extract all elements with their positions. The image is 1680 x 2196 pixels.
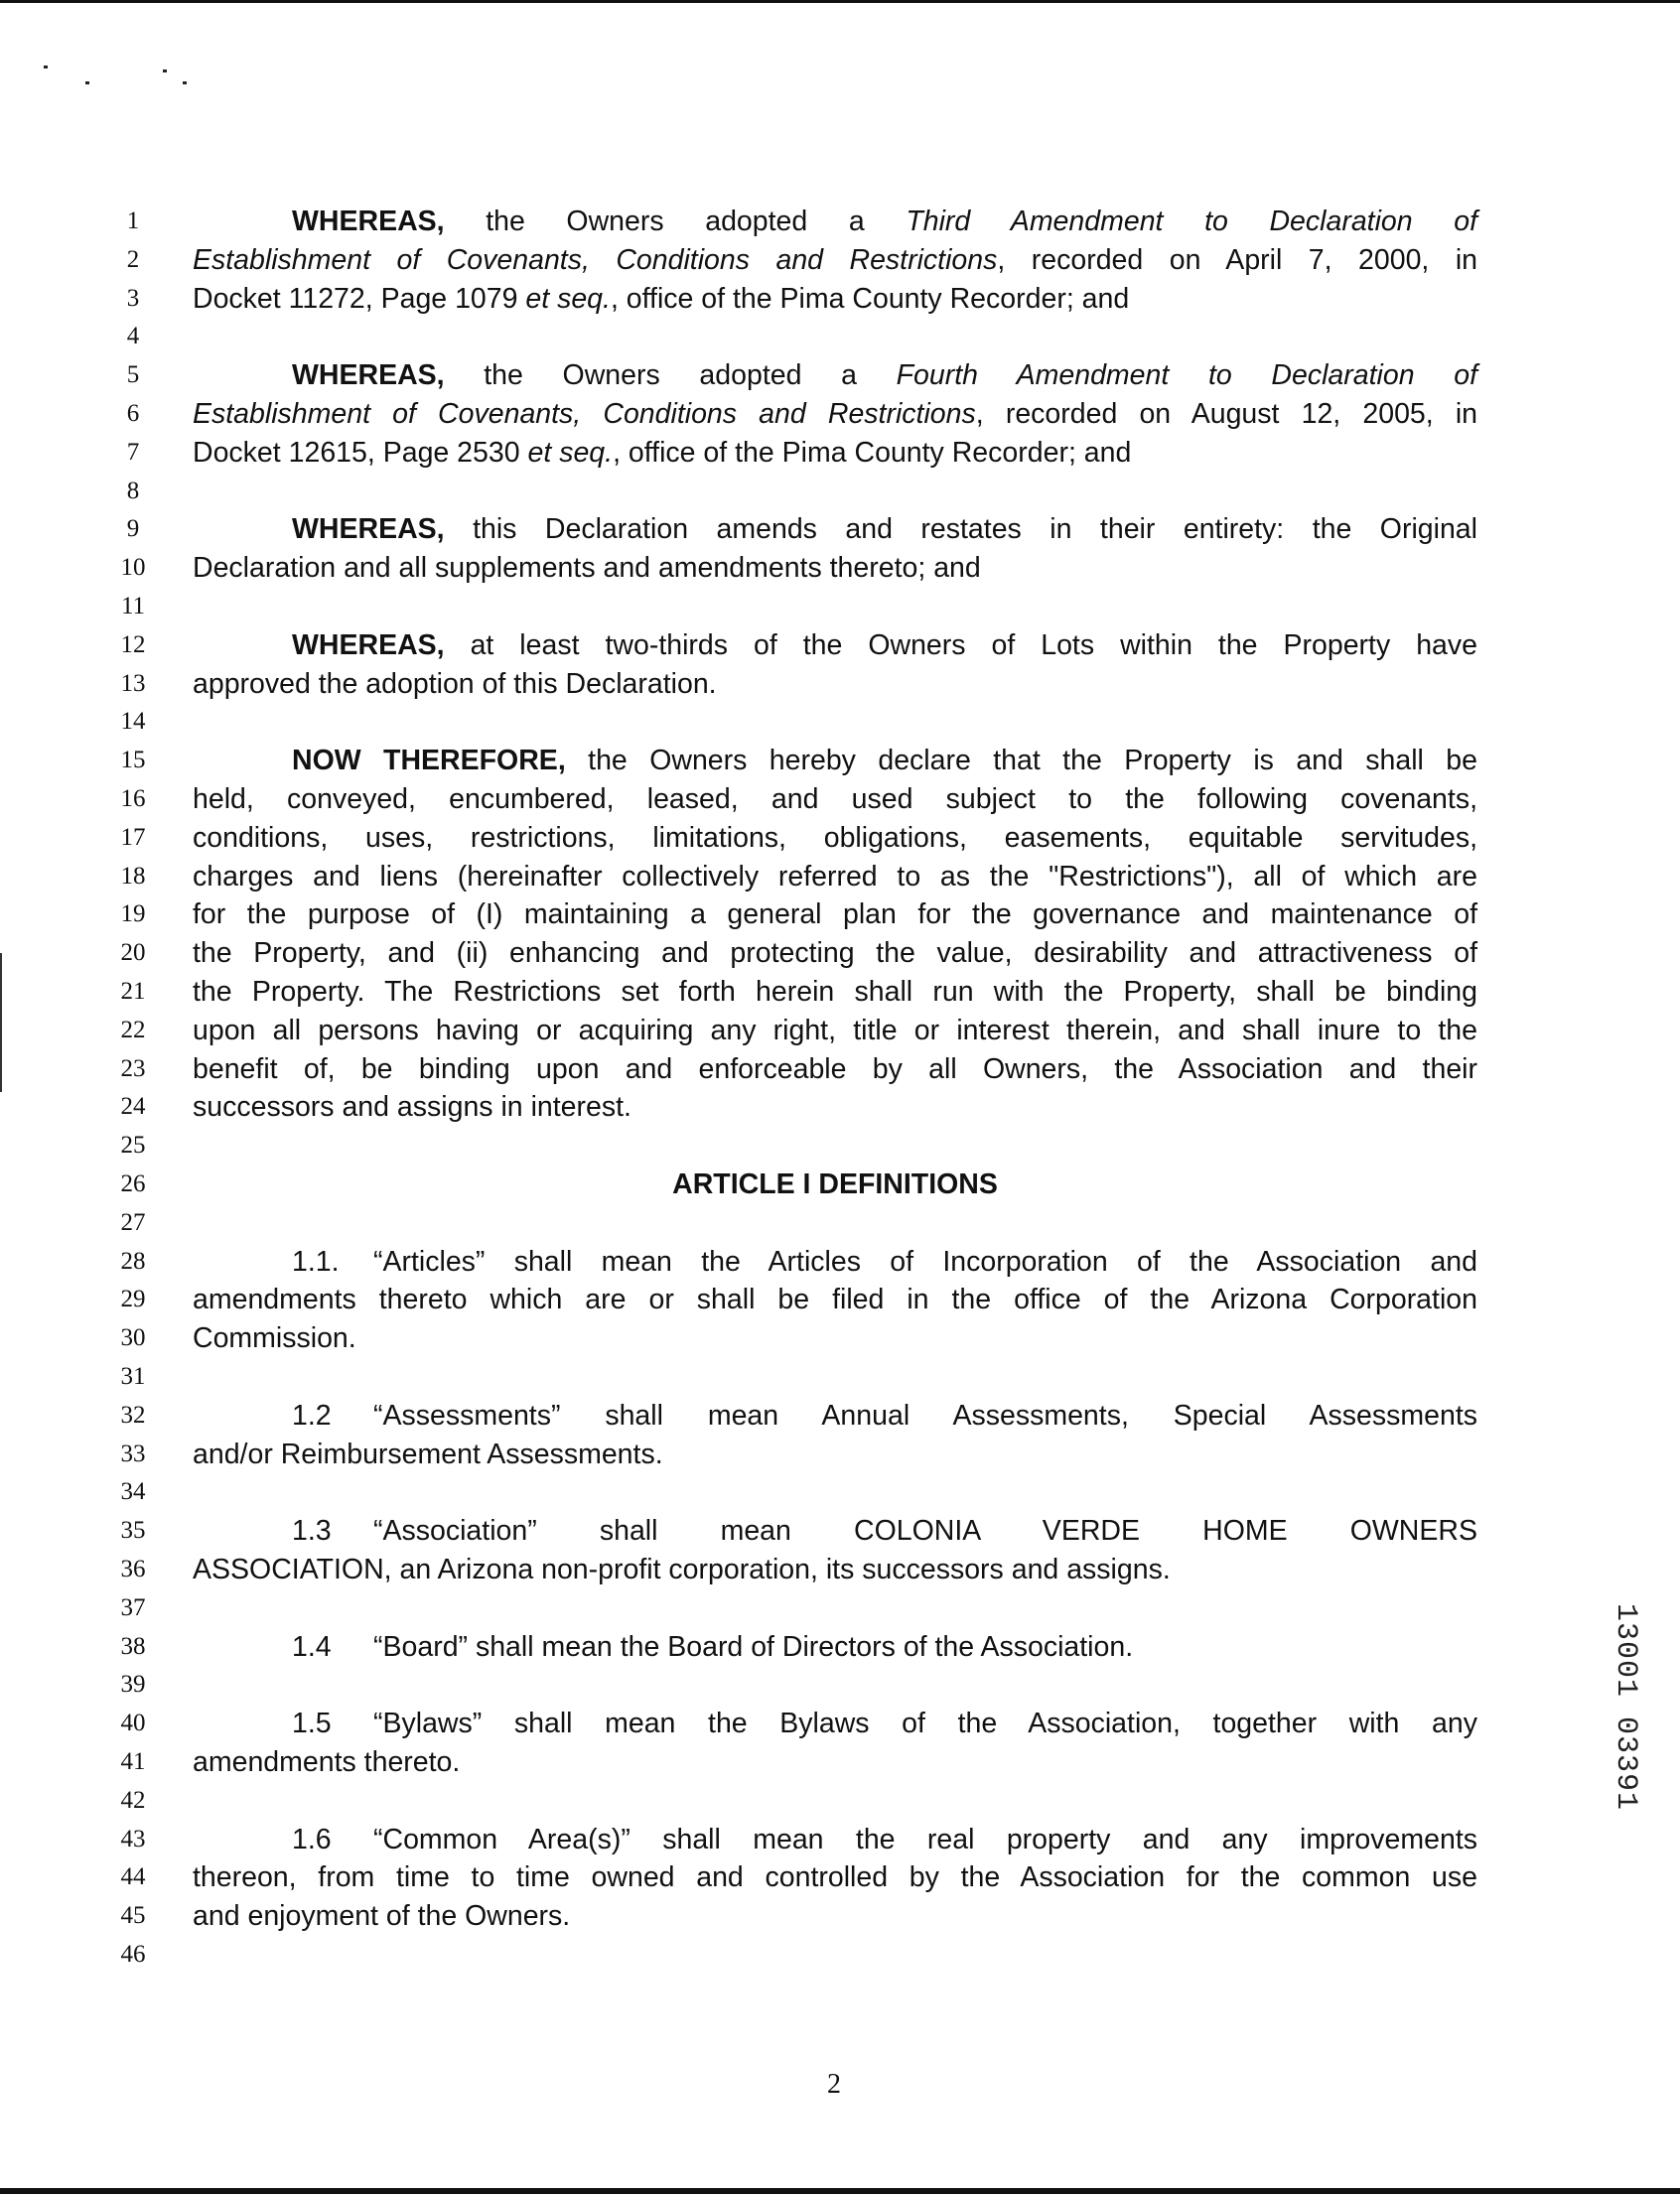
text-line	[193, 1323, 1477, 1353]
line-number: 13	[120, 670, 146, 697]
text-run: Declaration and all supplements and amendments thereto; and	[193, 552, 981, 584]
text-line	[193, 1247, 1477, 1277]
line-number: 22	[120, 1017, 146, 1043]
section-number: 1.1.	[292, 1246, 340, 1278]
text-run: “Board” shall mean the Board of Directors of the Association.	[373, 1631, 1134, 1663]
text-run: conditions, uses, restrictions, limitations, obligations, easements, equitable servitudes,	[193, 822, 1477, 854]
line-number: 41	[120, 1748, 146, 1775]
text-run: WHEREAS,	[292, 513, 445, 545]
line-number: 18	[120, 863, 146, 890]
text-line	[193, 438, 1477, 468]
line-number: 11	[120, 593, 146, 619]
text-run: et seq.	[525, 283, 611, 315]
text-run: Establishment of Covenants, Conditions and Restrictions	[193, 398, 976, 430]
text-run: et seq.	[527, 437, 614, 469]
line-number: 29	[120, 1286, 146, 1312]
text-run: the Owners adopted a	[444, 206, 907, 237]
scan-speck	[163, 69, 167, 72]
text-run: the Property. The Restrictions set forth herein shall run with the Property, shall be binding	[193, 976, 1477, 1008]
text-line	[193, 1555, 1477, 1584]
line-number: 3	[126, 285, 140, 312]
line-number: 5	[126, 361, 140, 388]
text-run: at least two-thirds of the Owners of Lots within the Property have	[444, 629, 1477, 661]
line-number: 24	[120, 1093, 146, 1120]
text-line	[193, 784, 1477, 814]
text-line	[193, 1901, 1477, 1931]
text-line	[193, 746, 1477, 775]
text-run: “Association” shall mean COLONIA VERDE HOME OWNERS	[373, 1515, 1477, 1547]
line-number: 15	[120, 747, 146, 773]
line-number: 20	[120, 939, 146, 966]
text-run: ARTICLE I DEFINITIONS	[672, 1168, 998, 1200]
text-line	[193, 823, 1477, 853]
article-heading	[193, 1169, 1477, 1199]
text-line	[193, 284, 1477, 314]
line-number: 4	[126, 323, 140, 349]
line-number: 34	[120, 1478, 146, 1505]
line-number: 39	[120, 1671, 146, 1698]
text-line	[193, 553, 1477, 583]
line-number: 26	[120, 1170, 146, 1197]
line-number: 37	[120, 1594, 146, 1621]
text-run: , recorded on August 12, 2005, in	[975, 398, 1478, 430]
text-run: , office of the Pima County Recorder; and	[613, 437, 1132, 469]
line-number: 16	[120, 785, 146, 812]
page-number: 2	[827, 2069, 841, 2100]
text-line	[193, 514, 1477, 544]
text-line	[193, 899, 1477, 929]
text-line	[193, 1401, 1477, 1431]
text-line	[193, 977, 1477, 1007]
line-number: 46	[120, 1941, 146, 1968]
text-run: the Property, and (ii) enhancing and protecting the value, desirability and attractiveness of	[193, 937, 1477, 969]
line-number: 10	[120, 554, 146, 581]
text-run: , recorded on April 7, 2000, in	[997, 244, 1477, 276]
line-number: 19	[120, 900, 146, 927]
scan-speck	[85, 81, 89, 84]
text-run: “Common Area(s)” shall mean the real property and any improvements	[373, 1824, 1477, 1855]
recorder-stamp: 13001 03391	[1609, 1603, 1642, 1812]
text-run: benefit of, be binding upon and enforceable by all Owners, the Association and their	[193, 1053, 1477, 1085]
line-number: 6	[126, 400, 140, 427]
text-line	[193, 938, 1477, 968]
text-line	[193, 1516, 1477, 1546]
scan-speck	[183, 81, 187, 84]
text-run: upon all persons having or acquiring any right, title or interest therein, and shall inure to the	[193, 1015, 1477, 1046]
text-line	[193, 1016, 1477, 1045]
line-number: 35	[120, 1517, 146, 1544]
text-run: Third Amendment to Declaration of	[906, 206, 1477, 237]
text-run: , office of the Pima County Recorder; and	[610, 283, 1130, 315]
text-run: Establishment of Covenants, Conditions and Restrictions	[193, 244, 998, 276]
text-run: thereon, from time to time owned and controlled by the Association for the common use	[193, 1861, 1477, 1893]
text-line	[193, 206, 1477, 236]
section-number: 1.6	[292, 1824, 332, 1855]
line-number: 2	[126, 246, 140, 273]
scan-speck	[44, 66, 48, 69]
text-run: for the purpose of (I) maintaining a general plan for the governance and maintenance of	[193, 898, 1477, 930]
section-number: 1.4	[292, 1631, 332, 1663]
line-number: 28	[120, 1248, 146, 1275]
text-run: and enjoyment of the Owners.	[193, 1900, 571, 1932]
text-run: ASSOCIATION, an Arizona non-profit corporation, its successors and assigns.	[193, 1554, 1171, 1585]
text-run: Commission.	[193, 1322, 356, 1354]
line-number: 17	[120, 824, 146, 851]
text-run: amendments thereto which are or shall be filed in the office of the Arizona Corporation	[193, 1284, 1477, 1315]
text-run: successors and assigns in interest.	[193, 1091, 631, 1123]
text-run: Docket 11272, Page 1079	[193, 283, 526, 315]
top-scan-edge	[0, 0, 1680, 3]
text-line	[193, 360, 1477, 390]
line-number: 8	[126, 478, 140, 504]
text-line	[193, 1285, 1477, 1314]
text-line	[193, 669, 1477, 699]
text-line	[193, 1709, 1477, 1738]
line-number: 36	[120, 1556, 146, 1582]
text-run: “Articles” shall mean the Articles of Incorporation of the Association and	[373, 1246, 1477, 1278]
text-run: approved the adoption of this Declaration.	[193, 668, 717, 700]
section-number: 1.2	[292, 1400, 332, 1432]
line-number: 30	[120, 1324, 146, 1351]
line-number: 12	[120, 631, 146, 658]
text-line	[193, 862, 1477, 892]
text-run: “Assessments” shall mean Annual Assessments, Special Assessments	[373, 1400, 1477, 1432]
section-number: 1.5	[292, 1708, 332, 1739]
line-number: 44	[120, 1863, 146, 1890]
line-number: 38	[120, 1633, 146, 1660]
text-run: WHEREAS,	[292, 206, 445, 237]
text-run: the Owners hereby declare that the Property is and shall be	[565, 745, 1478, 776]
text-run: charges and liens (hereinafter collectively referred to as the "Restrictions"), all of which are	[193, 861, 1477, 892]
text-line	[193, 1054, 1477, 1084]
line-number: 33	[120, 1441, 146, 1467]
text-run: WHEREAS,	[292, 629, 445, 661]
text-run: amendments thereto.	[193, 1746, 461, 1778]
text-line	[193, 245, 1477, 275]
text-run: the Owners adopted a	[444, 359, 897, 391]
line-number: 23	[120, 1055, 146, 1082]
text-run: WHEREAS,	[292, 359, 445, 391]
line-number: 40	[120, 1710, 146, 1736]
text-run: Docket 12615, Page 2530	[193, 437, 528, 469]
bottom-scan-edge	[0, 2188, 1680, 2194]
text-line	[193, 1092, 1477, 1122]
text-run: held, conveyed, encumbered, leased, and used subject to the following covenants,	[193, 783, 1477, 815]
line-number: 1	[126, 207, 140, 234]
line-number: 9	[126, 515, 140, 542]
text-run: Fourth Amendment to Declaration of	[896, 359, 1477, 391]
text-line	[193, 1747, 1477, 1777]
text-run: “Bylaws” shall mean the Bylaws of the Association, together with any	[373, 1708, 1477, 1739]
text-line	[193, 1440, 1477, 1469]
section-number: 1.3	[292, 1515, 332, 1547]
line-number: 14	[120, 708, 146, 735]
line-number: 43	[120, 1826, 146, 1853]
line-number: 32	[120, 1402, 146, 1429]
text-line	[193, 630, 1477, 660]
text-line	[193, 1862, 1477, 1892]
text-run: and/or Reimbursement Assessments.	[193, 1439, 663, 1470]
text-run: this Declaration amends and restates in their entirety: the Original	[444, 513, 1477, 545]
left-scan-edge	[0, 953, 2, 1092]
line-number: 7	[126, 439, 140, 466]
line-number: 31	[120, 1363, 146, 1390]
line-number: 42	[120, 1787, 146, 1814]
text-line	[193, 399, 1477, 429]
line-number: 25	[120, 1132, 146, 1159]
text-line	[193, 1825, 1477, 1854]
line-number: 45	[120, 1902, 146, 1929]
text-run: NOW THEREFORE,	[292, 745, 566, 776]
line-number: 21	[120, 978, 146, 1005]
text-line	[193, 1632, 1477, 1662]
line-number: 27	[120, 1209, 146, 1236]
